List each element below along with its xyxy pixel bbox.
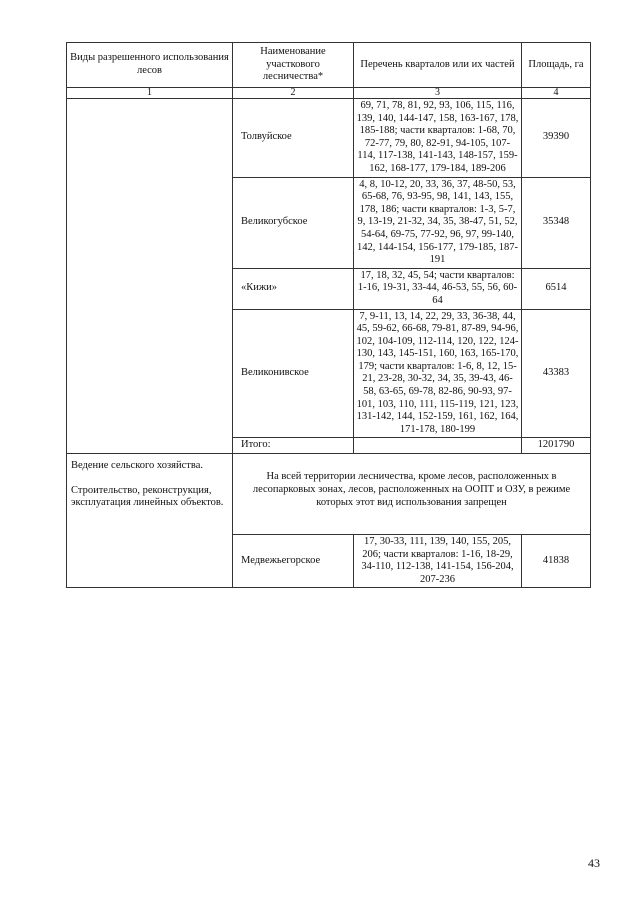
table-row	[67, 99, 591, 178]
area-value: 39390	[522, 99, 591, 178]
forestry-name: «Кижи»	[233, 268, 354, 309]
header-forestry-name: Наименование участкового лесничества*	[233, 43, 354, 88]
area-value: 6514	[522, 268, 591, 309]
page-number: 43	[588, 856, 600, 870]
area-value: 41838	[522, 535, 591, 588]
use-type-agriculture: Ведение сельского хозяйства.	[71, 460, 203, 472]
forestry-name: Великогубское	[233, 177, 354, 268]
header-quarters-list: Перечень кварталов или их частей	[354, 43, 522, 88]
area-value: 35348	[522, 177, 591, 268]
column-number: 3	[354, 88, 522, 99]
territory-note-text: На всей территории лесничества, кроме лесов, расположенных в лесопарковых зонах, лесов, расположенных на ООПТ и ОЗУ, в режиме которых этот вид использования запрещен	[252, 471, 571, 509]
column-number-row	[67, 88, 591, 99]
forest-use-table	[66, 42, 591, 588]
area-value: 43383	[522, 309, 591, 438]
use-type-cell	[67, 454, 233, 588]
column-number: 2	[233, 88, 354, 99]
header-use-types: Виды разрешенного использования лесов	[67, 43, 233, 88]
territory-note	[233, 454, 591, 535]
quarters-list: 69, 71, 78, 81, 92, 93, 106, 115, 116, 139, 140, 144-147, 158, 163-167, 178, 185-188; части кварталов: 1-68, 70, 72-77, 79, 80, 82-91, 94-105, 107-114, 117-138, 141-143, 148-157, 159-162, 168-177, 179-184, 189-206	[354, 99, 522, 178]
total-quarters-empty	[354, 438, 522, 454]
forestry-name: Толвуйское	[233, 99, 354, 178]
quarters-list: 17, 30-33, 111, 139, 140, 155, 205, 206; части кварталов: 1-16, 18-29, 34-110, 112-138, 141-154, 156-204, 207-236	[354, 535, 522, 588]
forestry-name: Медвежьегорское	[233, 535, 354, 588]
column-number: 4	[522, 88, 591, 99]
table-row	[67, 454, 591, 535]
quarters-list: 7, 9-11, 13, 14, 22, 29, 33, 36-38, 44, 45, 59-62, 66-68, 79-81, 87-89, 94-96, 102, 104-109, 112-114, 120, 122, 124-130, 143, 145-151, 160, 163, 165-170, 179; части кварталов: 1-6, 8, 12, 15-21, 23-28, 30-32, 34, 35, 39-43, 46-58, 63-65, 69-78, 82-86, 90-93, 97-101, 103, 110, 111, 115-119, 121, 123, 131-142, 144, 152-159, 161, 162, 164, 171-178, 180-199	[354, 309, 522, 438]
table-header-row	[67, 43, 591, 88]
use-type-cell-empty	[67, 99, 233, 454]
total-label: Итого:	[233, 438, 354, 454]
header-area: Площадь, га	[522, 43, 591, 88]
use-type-linear-objects: Строительство, реконструкция, эксплуатация линейных объектов.	[71, 484, 224, 509]
quarters-list: 17, 18, 32, 45, 54; части кварталов: 1-16, 19-31, 33-44, 46-53, 55, 56, 60-64	[354, 268, 522, 309]
quarters-list: 4, 8, 10-12, 20, 33, 36, 37, 48-50, 53, 65-68, 76, 93-95, 98, 141, 143, 155, 178, 186; части кварталов: 1-3, 5-7, 9, 13-19, 21-32, 34, 35, 38-47, 51, 52, 54-64, 69-75, 77-92, 96, 97, 99-140, 142, 144-154, 156-177, 179-185, 187-191	[354, 177, 522, 268]
total-area: 1201790	[522, 438, 591, 454]
column-number: 1	[67, 88, 233, 99]
forestry-name: Великонивское	[233, 309, 354, 438]
